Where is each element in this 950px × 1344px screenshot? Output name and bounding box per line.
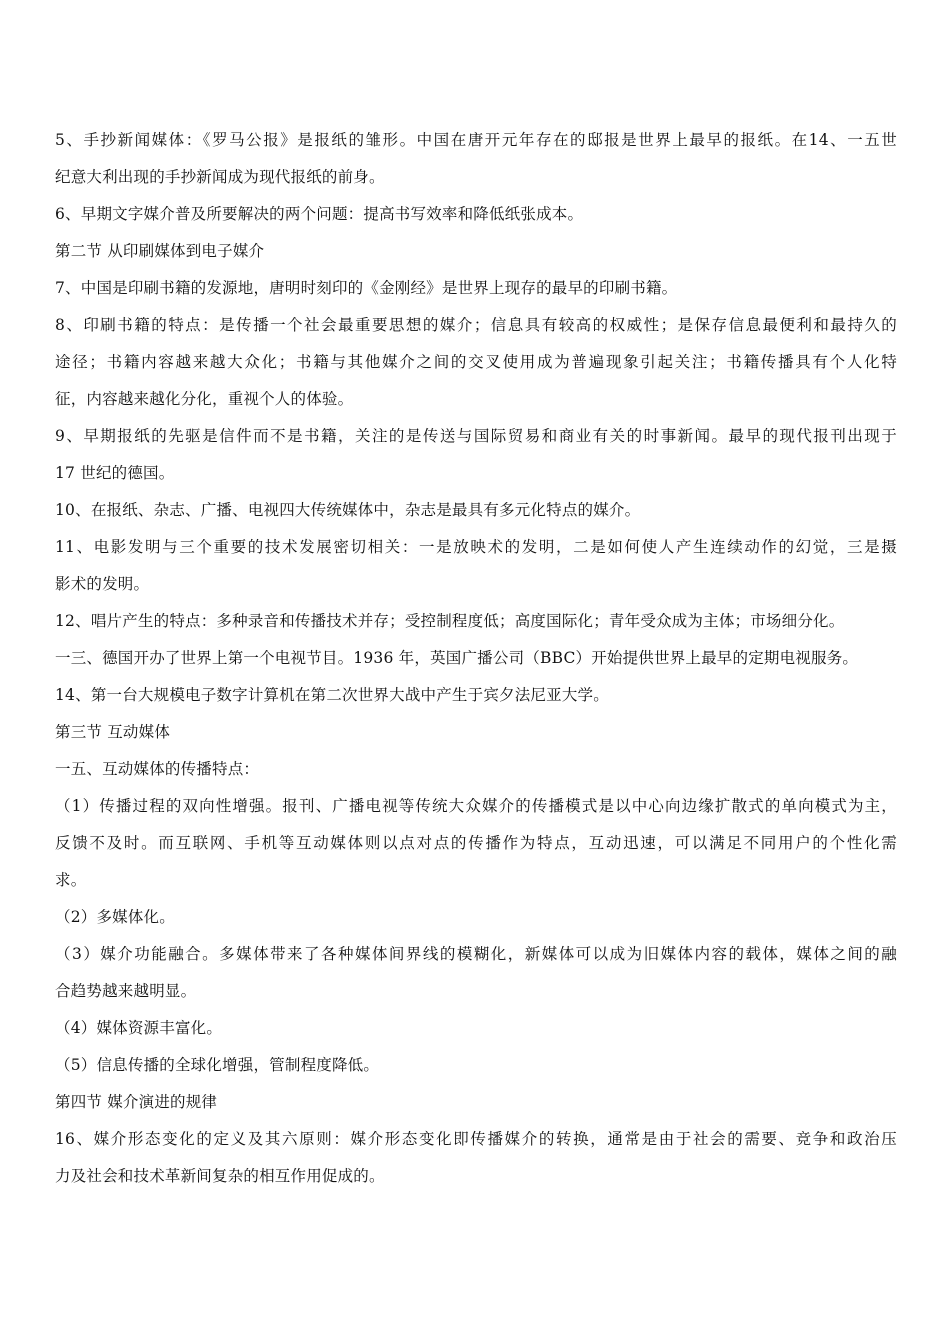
- text-line: 一五、互动媒体的传播特点：: [55, 760, 260, 778]
- text-line: 力及社会和技术革新间复杂的相互作用促成的。: [55, 1167, 385, 1185]
- section-heading: 第四节 媒介演进的规律: [55, 1093, 218, 1111]
- text-line: 6、早期文字媒介普及所要解决的两个问题：提高书写效率和降低纸张成本。: [55, 205, 584, 223]
- section-heading: 第二节 从印刷媒体到电子媒介: [55, 242, 265, 260]
- text-line: 征，内容越来越化分化，重视个人的体验。: [55, 390, 354, 408]
- text-line: （4）媒体资源丰富化。: [55, 1019, 223, 1037]
- text-line: 途径；书籍内容越来越大众化；书籍与其他媒介之间的交叉使用成为普遍现象引起关注；书籍传播具有个人化特: [55, 353, 897, 371]
- text-line: （5）信息传播的全球化增强，管制程度降低。: [55, 1056, 380, 1074]
- text-line: 10、在报纸、杂志、广播、电视四大传统媒体中，杂志是最具有多元化特点的媒介。: [55, 501, 641, 519]
- section-heading: 第三节 互动媒体: [55, 723, 171, 741]
- text-line: 14、第一台大规模电子数字计算机在第二次世界大战中产生于宾夕法尼亚大学。: [55, 686, 609, 704]
- document-page: [55, 122, 897, 1195]
- text-line: 反馈不及时。而互联网、手机等互动媒体则以点对点的传播作为特点，互动迅速，可以满足不同用户的个性化需: [55, 834, 897, 852]
- text-line: 12、唱片产生的特点：多种录音和传播技术并存；受控制程度低；高度国际化；青年受众成为主体；市场细分化。: [55, 612, 845, 630]
- text-line: 16、媒介形态变化的定义及其六原则：媒介形态变化即传播媒介的转换，通常是由于社会的需要、竞争和政治压: [55, 1130, 897, 1148]
- text-line: 影术的发明。: [55, 575, 150, 593]
- text-line: 合趋势越来越明显。: [55, 982, 197, 1000]
- text-line: 17 世纪的德国。: [55, 464, 175, 482]
- text-line: 9、早期报纸的先驱是信件而不是书籍，关注的是传送与国际贸易和商业有关的时事新闻。最早的现代报刊出现于: [55, 427, 897, 445]
- text-line: 7、中国是印刷书籍的发源地，唐明时刻印的《金刚经》是世界上现存的最早的印刷书籍。: [55, 279, 678, 297]
- text-line: 纪意大利出现的手抄新闻成为现代报纸的前身。: [55, 168, 385, 186]
- text-line: 8、印刷书籍的特点：是传播一个社会最重要思想的媒介；信息具有较高的权威性；是保存信息最便利和最持久的: [55, 316, 897, 334]
- text-line: （2）多媒体化。: [55, 908, 175, 926]
- text-line: 5、手抄新闻媒体：《罗马公报》是报纸的雏形。中国在唐开元年存在的邸报是世界上最早的报纸。在14、一五世: [55, 131, 897, 149]
- text-line: （1）传播过程的双向性增强。报刊、广播电视等传统大众媒介的传播模式是以中心向边缘扩散式的单向模式为主，: [55, 797, 897, 815]
- text-line: （3）媒介功能融合。多媒体带来了各种媒体间界线的模糊化，新媒体可以成为旧媒体内容的载体，媒体之间的融: [55, 945, 897, 963]
- text-line: 一三、德国开办了世界上第一个电视节目。1936 年，英国广播公司（BBC）开始提供世界上最早的定期电视服务。: [55, 649, 859, 667]
- text-line: 11、电影发明与三个重要的技术发展密切相关：一是放映术的发明，二是如何使人产生连续动作的幻觉，三是摄: [55, 538, 897, 556]
- text-line: 求。: [55, 871, 87, 889]
